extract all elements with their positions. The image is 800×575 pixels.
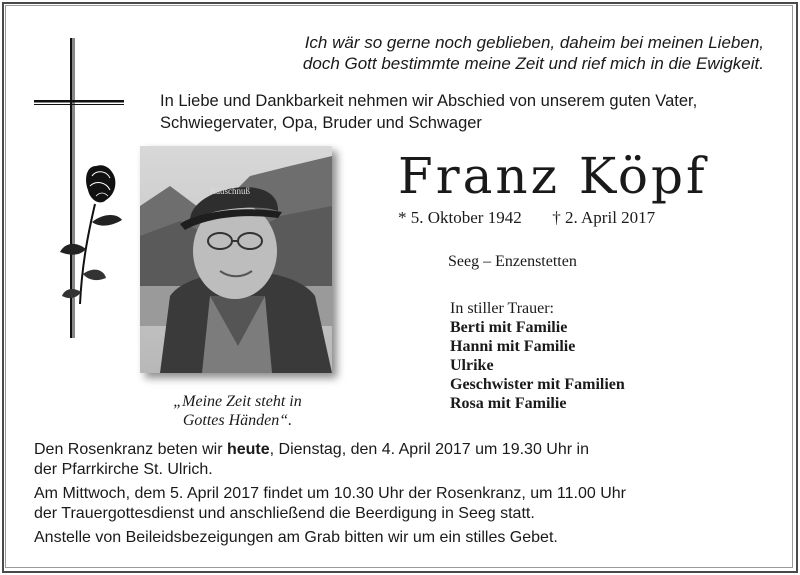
mourners-heading: In stiller Trauer: [450,300,554,317]
mourners-list [450,299,625,413]
cross-rose-icon [30,34,130,344]
top-verse [250,32,764,74]
mourner-name: Rosa mit Familie [450,395,567,412]
intro-text [160,90,770,134]
rosary-text-end: , Dienstag, den 4. April 2017 um 19.30 Uhr in [269,441,589,458]
birth-date: * 5. Oktober 1942 [398,208,522,227]
death-date: † 2. April 2017 [552,208,656,227]
caption-line: Gottes Händen“. [182,412,293,429]
top-verse-line: doch Gott bestimmte meine Zeit und rief mich in die Ewigkeit. [302,54,764,73]
intro-line: In Liebe und Dankbarkeit nehmen wir Abschied von unserem guten Vater, [160,92,698,110]
condolence-notice: Anstelle von Beileidsbezeigungen am Grab bitten wir um ein stilles Gebet. [34,529,558,546]
svg-text:Rauschnuß: Rauschnuß [210,186,250,196]
mourner-name: Geschwister mit Familien [450,376,625,393]
mourner-name: Hanni mit Familie [450,338,576,355]
rosary-text-start: Den Rosenkranz beten wir [34,441,227,458]
intro-line: Schwiegervater, Opa, Bruder und Schwager [160,114,482,132]
place-of-residence: Seeg – Enzenstetten [448,253,577,270]
top-verse-line: Ich wär so gerne noch geblieben, daheim bei meinen Lieben, [304,33,764,52]
rosary-location: der Pfarrkirche St. Ulrich. [34,461,213,478]
rosary-notice [34,440,774,480]
photo-caption [145,392,330,430]
mourner-name: Berti mit Familie [450,319,568,336]
rosary-day-emphasis: heute [226,441,270,458]
funeral-notices [34,440,774,552]
funeral-line: der Trauergottesdienst und anschließend die Beerdigung in Seeg statt. [34,505,535,522]
mourner-name: Ulrike [450,357,494,374]
life-dates [398,208,698,228]
portrait-photo [140,146,332,373]
deceased-name: Franz Köpf [398,147,708,205]
funeral-notice [34,484,774,524]
caption-line: „Meine Zeit steht in [173,393,302,410]
funeral-line: Am Mittwoch, dem 5. April 2017 findet um 10.30 Uhr der Rosenkranz, um 11.00 Uhr [34,485,626,502]
